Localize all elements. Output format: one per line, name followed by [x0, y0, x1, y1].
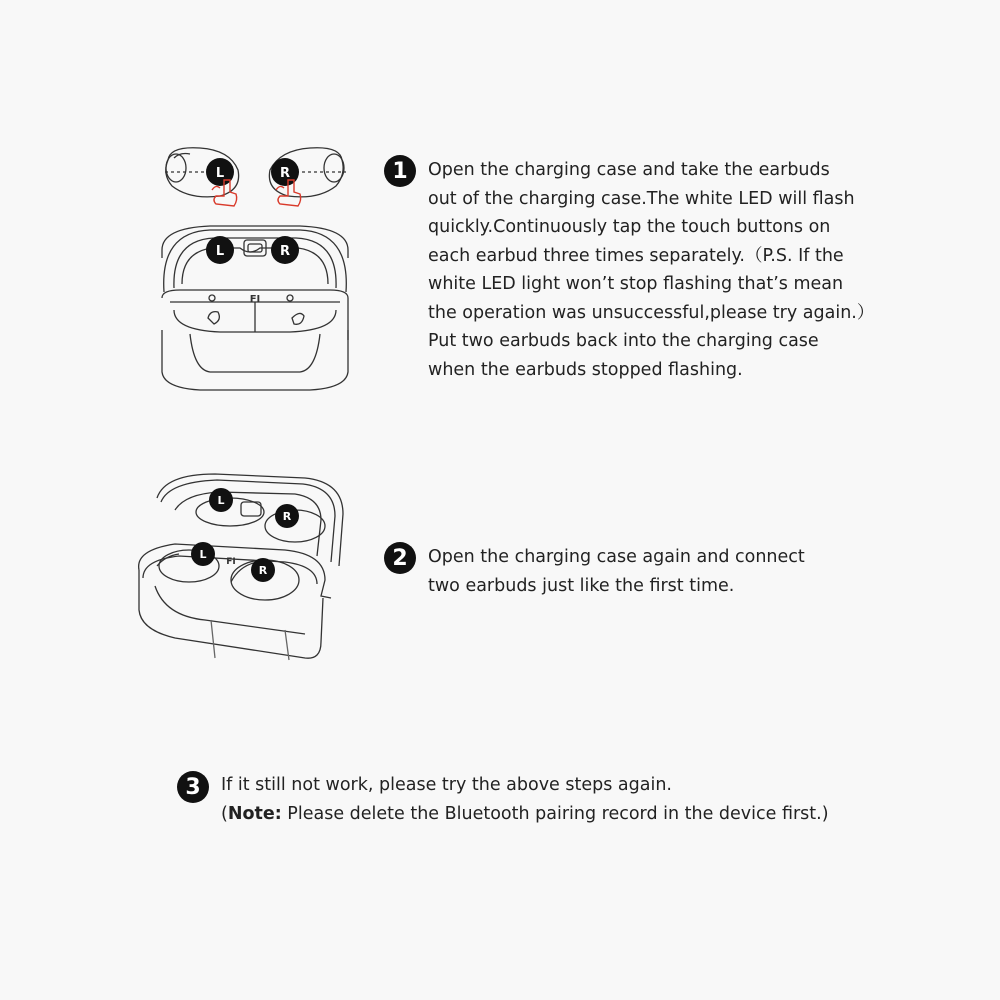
step-1-line: when the earbuds stopped flashing.	[428, 359, 743, 380]
step-1-line: each earbud three times separately.（P.S. If the	[428, 245, 844, 266]
illustration-step-2	[135, 470, 350, 670]
step-1-line: white LED light won’t stop flashing that’s mean	[428, 274, 844, 294]
step-2-line: Open the charging case again and connect	[428, 547, 805, 567]
step-1-line: quickly.Continuously tap the touch buttons on	[428, 217, 831, 237]
base-right-label: R	[258, 564, 268, 577]
note-label: Note:	[227, 803, 282, 824]
case-with-earbuds-drawing	[135, 470, 350, 670]
step-2-badge: 2	[384, 542, 416, 574]
case-left-label: L	[215, 244, 225, 259]
note-open-paren: (	[221, 803, 228, 824]
step-2-text	[428, 543, 805, 600]
base-left-label: L	[199, 548, 207, 561]
lid-left-label: L	[217, 494, 225, 507]
step-1-text	[428, 156, 874, 384]
step-1-badge: 1	[384, 155, 416, 187]
case-logo-2: FI	[226, 557, 236, 567]
step-3-line: If it still not work, please try the above steps again.	[221, 775, 672, 795]
step-3-badge: 3	[177, 771, 209, 803]
earbud-left-label: L	[215, 166, 225, 181]
earbud-right-label: R	[279, 166, 291, 181]
step-3-note	[221, 800, 829, 829]
step-1-line: the operation was unsuccessful,please try again.）	[428, 302, 875, 323]
step-1-line: Put two earbuds back into the charging case	[428, 331, 819, 351]
step-1-line: out of the charging case.The white LED will flash	[428, 188, 855, 209]
case-right-label: R	[279, 244, 291, 259]
case-logo: FI	[249, 294, 261, 305]
step-2-line: two earbuds just like the first time.	[428, 575, 735, 596]
illustration-step-1	[150, 140, 360, 400]
lid-right-label: R	[282, 510, 292, 523]
step-1-line: Open the charging case and take the earbuds	[428, 160, 830, 180]
note-text: Please delete the Bluetooth pairing record in the device first.)	[281, 803, 829, 824]
earbuds-and-open-case-drawing	[150, 140, 360, 400]
step-3-text	[221, 771, 829, 828]
